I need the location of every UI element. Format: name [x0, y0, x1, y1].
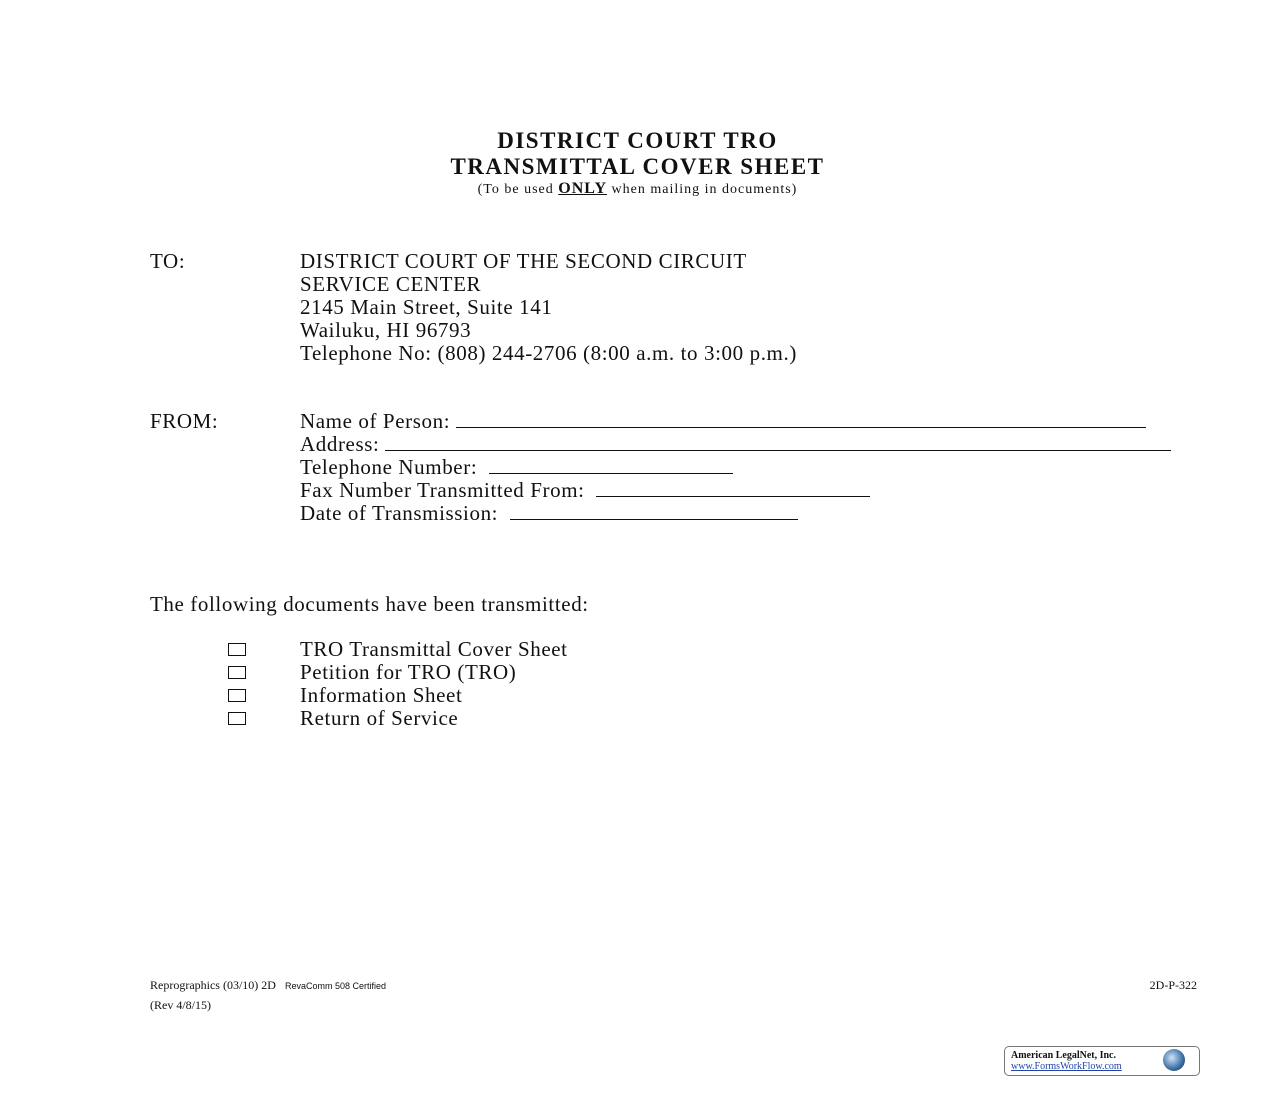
fax-field[interactable] [300, 478, 870, 503]
document-item: Information Sheet [300, 683, 463, 707]
date-input-line[interactable] [510, 501, 798, 520]
checkbox[interactable] [228, 666, 246, 679]
subtitle-pre: (To be used [477, 182, 559, 197]
field-label: Name of Person: [300, 409, 451, 433]
title-line-1: DISTRICT COURT TRO [497, 128, 778, 153]
document-item: TRO Transmittal Cover Sheet [300, 637, 568, 661]
to-line: Telephone No: (808) 244-2706 (8:00 a.m. to 3:00 p.m.) [300, 341, 797, 365]
address-input-line[interactable] [385, 432, 1171, 451]
field-label: Address: [300, 432, 380, 456]
name-input-line[interactable] [456, 409, 1146, 428]
revision: (Rev 4/8/15) [150, 998, 211, 1012]
document-item: Return of Service [300, 706, 459, 730]
checkbox[interactable] [228, 712, 246, 725]
date-field[interactable] [300, 501, 798, 526]
checkbox[interactable] [228, 689, 246, 702]
name-field[interactable] [300, 409, 1146, 434]
telephone-input-line[interactable] [489, 455, 733, 474]
american-legalnet-logo[interactable] [1004, 1046, 1200, 1076]
subtitle-emphasis: ONLY [558, 180, 608, 197]
field-label: Telephone Number: [300, 455, 478, 479]
footer-left [150, 978, 386, 993]
to-line: Wailuku, HI 96793 [300, 318, 472, 342]
subtitle [0, 180, 1275, 198]
title-line-2: TRANSMITTAL COVER SHEET [450, 154, 825, 179]
to-label: TO: [150, 249, 186, 273]
logo-name: American LegalNet, Inc. [1011, 1050, 1116, 1061]
subtitle-post: when mailing in documents) [607, 182, 798, 197]
field-label: Date of Transmission: [300, 501, 499, 525]
from-label: FROM: [150, 409, 219, 433]
to-line: DISTRICT COURT OF THE SECOND CIRCUIT [300, 249, 747, 273]
to-line: SERVICE CENTER [300, 272, 482, 296]
checkbox[interactable] [228, 643, 246, 656]
fax-input-line[interactable] [596, 478, 870, 497]
form-number: 2D-P-322 [1149, 978, 1197, 992]
to-line: 2145 Main Street, Suite 141 [300, 295, 553, 319]
logo-url[interactable]: www.FormsWorkFlow.com [1011, 1061, 1122, 1072]
field-label: Fax Number Transmitted From: [300, 478, 585, 502]
reprographics: Reprographics (03/10) 2D [150, 978, 276, 992]
address-field[interactable] [300, 432, 1171, 457]
globe-icon [1163, 1049, 1185, 1071]
telephone-field[interactable] [300, 455, 733, 480]
documents-intro: The following documents have been transmitted: [150, 592, 589, 616]
document-item: Petition for TRO (TRO) [300, 660, 517, 684]
certification: RevaComm 508 Certified [284, 981, 387, 991]
